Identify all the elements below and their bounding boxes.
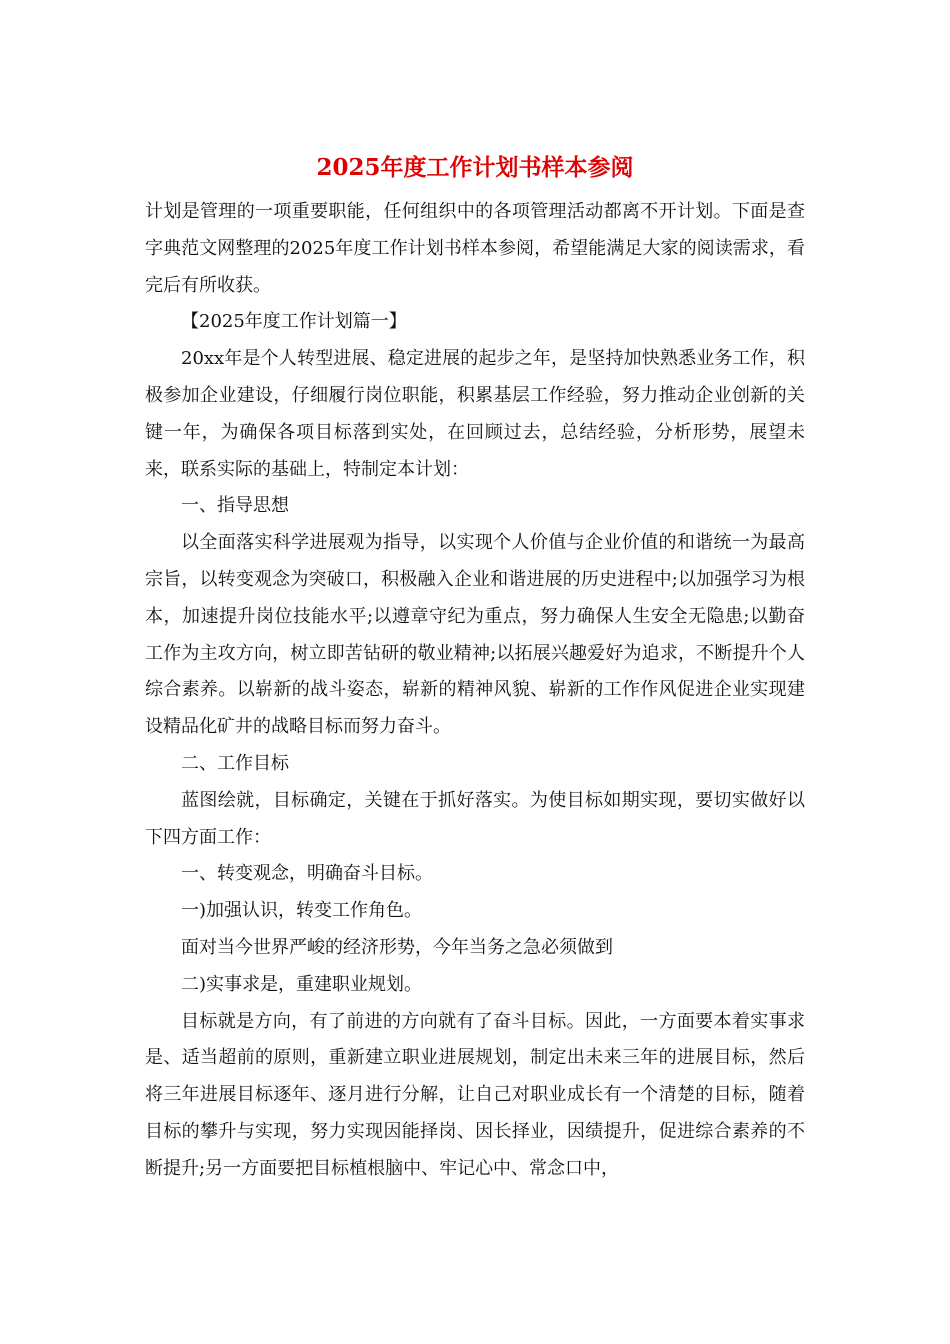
document-title: 2025年度工作计划书样本参阅 <box>316 154 634 181</box>
paragraph-career-planning: 目标就是方向，有了前进的方向就有了奋斗目标。因此，一方面要本着实事求是、适当超前的原则，重新建立职业进展规划，制定出未来三年的进展目标，然后将三年进展目标逐年、逐月进行分解，让自己对职业成长有一个清楚的目标，随着目标的攀升与实现，努力实现因能择岗、因长择业，因绩提升，促进综合素养的不断提升;另一方面要把目标植根脑中、牢记心中、常念口中， <box>145 1010 805 1179</box>
heading-work-goals: 二、工作目标 <box>181 752 289 774</box>
item-career-planning: 二)实事求是，重建职业规划。 <box>181 973 423 995</box>
item-strengthen-awareness: 一)加强认识，转变工作角色。 <box>181 900 423 922</box>
paragraph-overview: 20xx年是个人转型进展、稳定进展的起步之年，是坚持加快熟悉业务工作，积极参加企业建设，仔细履行岗位职能，积累基层工作经验，努力推动企业创新的关键一年，为确保各项目标落到实处，在回顾过去，总结经验，分析形势，展望未来，联系实际的基础上，特制定本计划： <box>145 348 805 480</box>
paragraph-guiding-ideology: 以全面落实科学进展观为指导，以实现个人价值与企业价值的和谐统一为最高宗旨，以转变观念为突破口，积极融入企业和谐进展的历史进程中;以加强学习为根本，加速提升岗位技能水平;以遵章守纪为重点，努力确保人生安全无隐患;以勤奋工作为主攻方向，树立即苦钻研的敬业精神;以拓展兴趣爱好为追求，不断提升个人综合素养。以崭新的战斗姿态，崭新的精神风貌、崭新的工作作风促进企业实现建设精品化矿井的战略目标而努力奋斗。 <box>145 532 805 738</box>
section-heading-plan-one: 【2025年度工作计划篇一】 <box>181 311 407 333</box>
subheading-change-concepts: 一、转变观念，明确奋斗目标。 <box>181 863 433 885</box>
paragraph-work-goals: 蓝图绘就，目标确定，关键在于抓好落实。为使目标如期实现，要切实做好以下四方面工作： <box>145 789 805 848</box>
document-body <box>145 194 805 1188</box>
heading-guiding-ideology: 一、指导思想 <box>181 495 289 517</box>
paragraph-intro: 计划是管理的一项重要职能，任何组织中的各项管理活动都离不开计划。下面是查字典范文网整理的2025年度工作计划书样本参阅，希望能满足大家的阅读需求，看完后有所收获。 <box>145 201 805 296</box>
paragraph-economic-situation: 面对当今世界严峻的经济形势，今年当务之急必须做到 <box>181 936 613 958</box>
